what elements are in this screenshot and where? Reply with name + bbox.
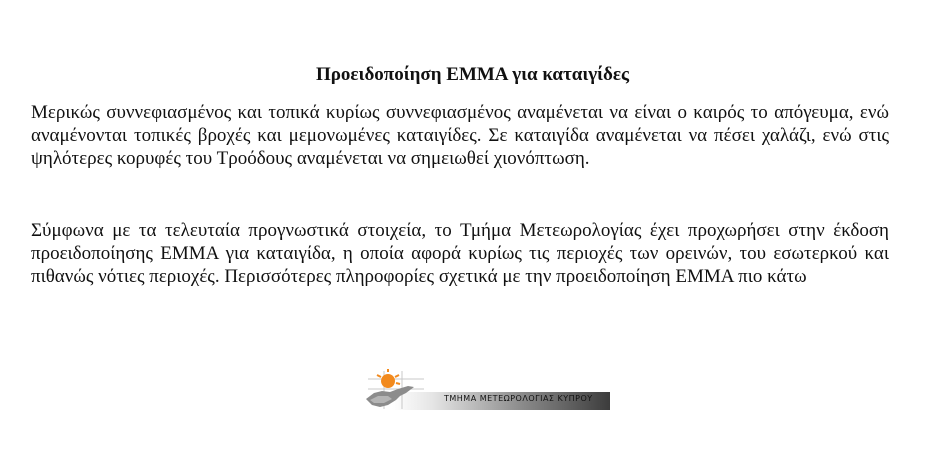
paragraph-emma-warning: Σύμφωνα με τα τελευταία προγνωστικά στοιχεία, το Τμήμα Μετεωρολογίας έχει προχωρήσει στην έκδοση προειδοποίησης ΕΜΜΑ για καταιγίδα, η οποία αφορά κυρίως τις περιοχές των ορεινών, του εσωτερκού και πιθανώς νότιες περιοχές. Περισσότερες πληροφορίες σχετικά με την προειδοποίηση ΕΜΜΑ πιο κάτω bbox=[31, 220, 889, 287]
page-title: Προειδοποίηση ΕΜΜΑ για καταιγίδες bbox=[315, 64, 629, 85]
meteorology-department-logo bbox=[362, 369, 612, 415]
cyprus-map-sun-icon bbox=[362, 369, 432, 415]
paragraph-weather-forecast: Μερικώς συννεφιασμένος και τοπικά κυρίως συννεφιασμένος αναμένεται να είναι ο καιρός το απόγευμα, ενώ αναμένονται τοπικές βροχές και μεμονωμένες καταιγίδες. Σε καταιγίδα αναμένεται να πέσει χαλάζι, ενώ στις ψηλότερες κορυφές του Τροόδους αναμένεται να σημειωθεί χιονόπτωση. bbox=[31, 102, 889, 169]
logo-text: ΤΜΗΜΑ ΜΕΤΕΩΡΟΛΟΓΙΑΣ ΚΥΠΡΟΥ bbox=[444, 394, 593, 403]
